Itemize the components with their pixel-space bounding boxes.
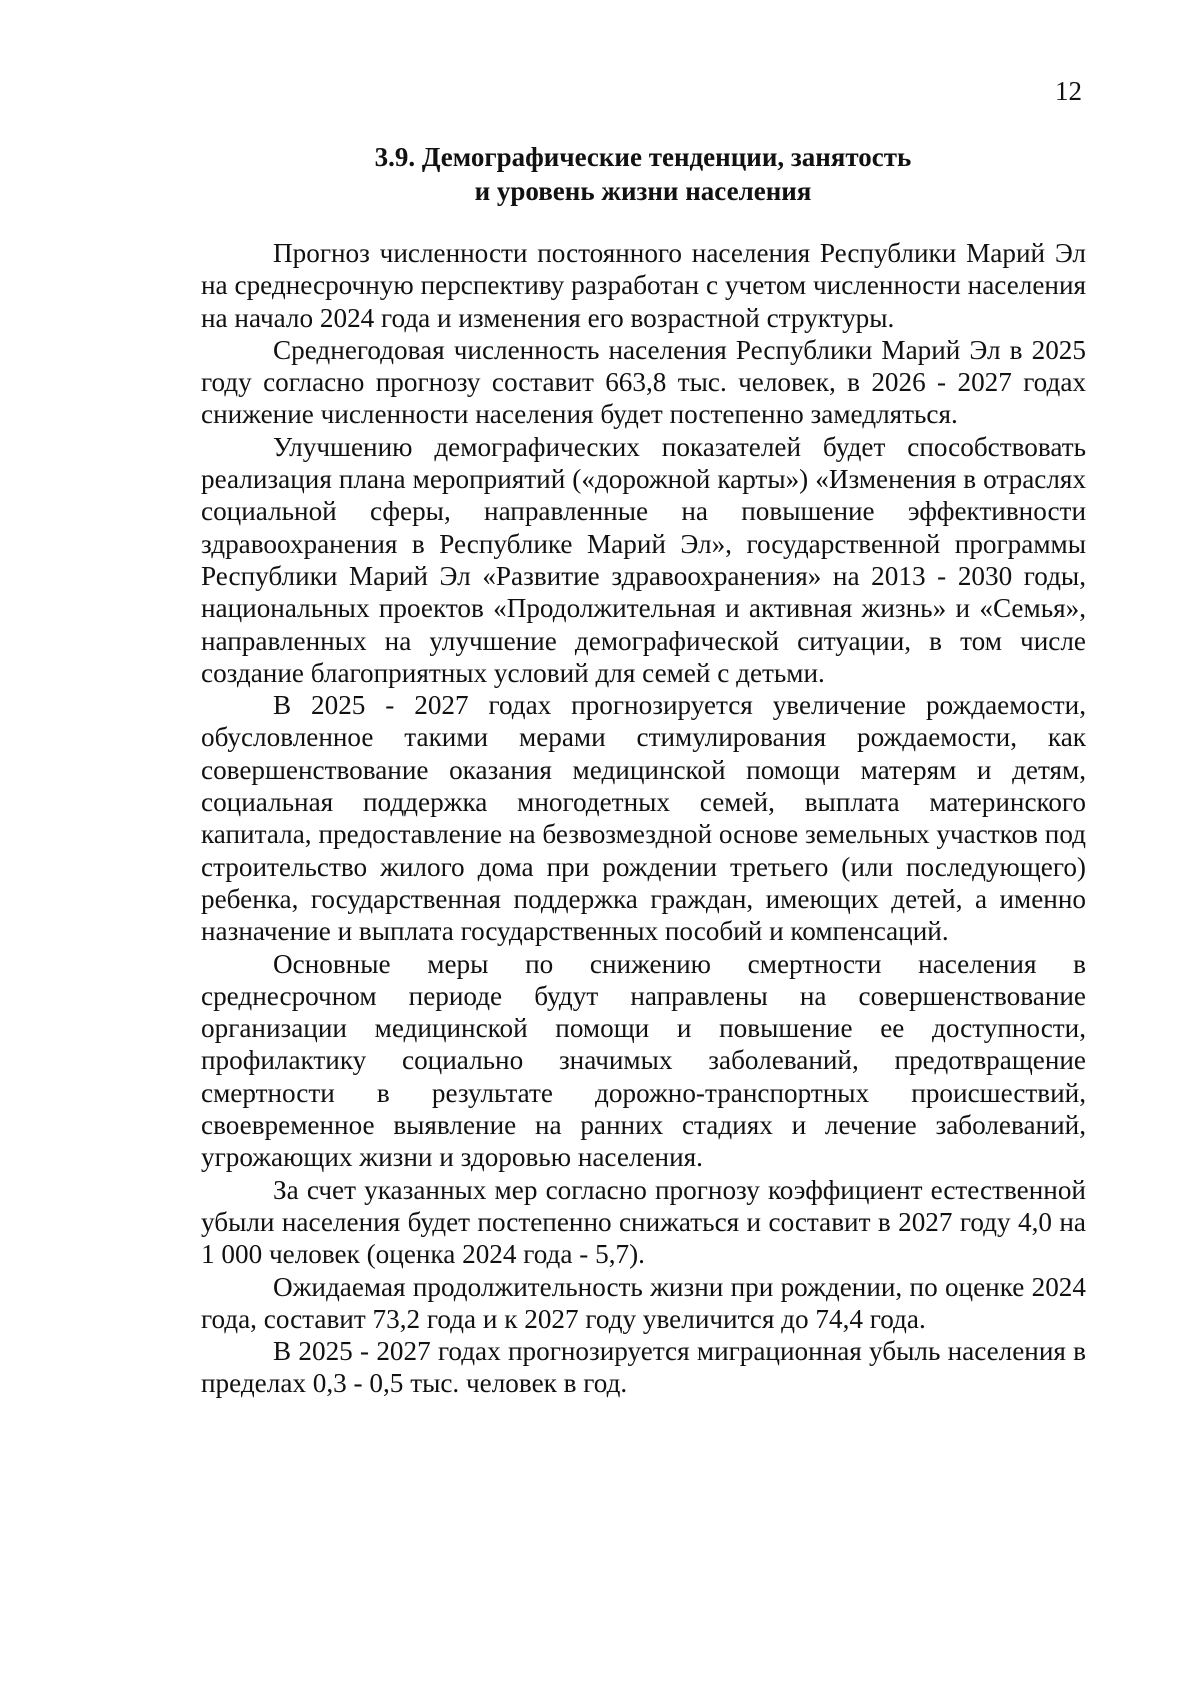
paragraph-average-population: Среднегодовая численность населения Республики Марий Эл в 2025 году согласно прогнозу составит 663,8 тыс. человек, в 2026 - 2027 годах снижение численности населения будет постепенно замедляться.: [201, 334, 1086, 430]
page-number: 12: [1055, 76, 1082, 106]
paragraph-population-forecast: Прогноз численности постоянного населения Республики Марий Эл на среднесрочную перспективу разработан с учетом численности населения на начало 2024 года и изменения его возрастной структуры.: [201, 238, 1086, 333]
paragraph-natural-decline: За счет указанных мер согласно прогнозу коэффициент естественной убыли населения будет постепенно снижаться и составит в 2027 году 4,0 на 1 000 человек (оценка 2024 года - 5,7).: [201, 1174, 1086, 1270]
paragraph-mortality-measures: Основные меры по снижению смертности населения в среднесрочном периоде будут направлены на совершенствование организации медицинской помощи и повышение ее доступности, профилактику социально значимых заболеваний, предотвращение смертности в результате дорожно-транспортных происшествий, своевременное выявление на ранних стадиях и лечение заболеваний, угрожающих жизни и здоровью населения.: [201, 948, 1086, 1173]
paragraph-birth-rate: В 2025 - 2027 годах прогнозируется увеличение рождаемости, обусловленное такими мерами стимулирования рождаемости, как совершенствование оказания медицинской помощи матерям и детям, социальная поддержка многодетных семей, выплата материнского капитала, предоставление на безвозмездной основе земельных участков под строительство жилого дома при рождении третьего (или последующего) ребенка, государственная поддержка граждан, имеющих детей, а именно назначение и выплата государственных пособий и компенсаций.: [201, 690, 1086, 947]
section-heading-line-2: и уровень жизни населения: [474, 176, 812, 206]
paragraph-life-expectancy: Ожидаемая продолжительность жизни при рождении, по оценке 2024 года, составит 73,2 года и к 2027 году увеличится до 74,4 года.: [201, 1271, 1086, 1334]
section-heading-line-1: 3.9. Демографические тенденции, занятость: [374, 142, 912, 172]
body-text: [201, 237, 1086, 1400]
paragraph-demographic-measures: Улучшению демографических показателей будет способствовать реализация плана мероприятий («дорожной карты») «Изменения в отраслях социальной сферы, направленные на повышение эффективности здравоохранения в Республике Марий Эл», государственной программы Республики Марий Эл «Развитие здравоохранения» на 2013 - 2030 годы, национальных проектов «Продолжительная и активная жизнь» и «Семья», направленных на улучшение демографической ситуации, в том числе создание благоприятных условий для семей с детьми.: [201, 431, 1086, 688]
section-heading: [200, 140, 1086, 208]
paragraph-migration: В 2025 - 2027 годах прогнозируется миграционная убыль населения в пределах 0,3 - 0,5 тыс. человек в год.: [201, 1336, 1086, 1399]
